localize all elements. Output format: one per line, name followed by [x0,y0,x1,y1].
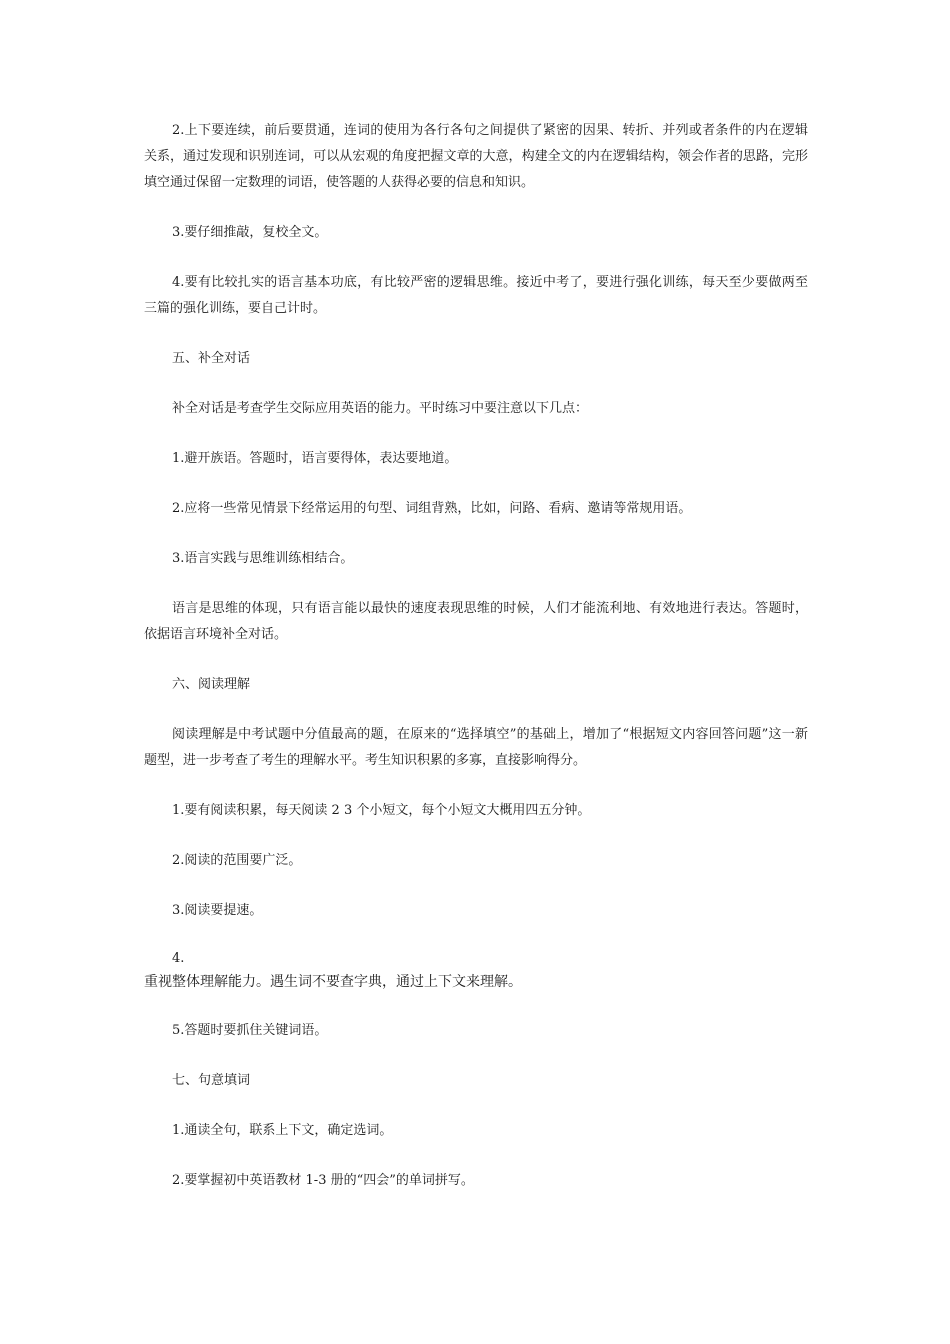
document-page [144,118,808,1218]
paragraph-reading-2: 2.阅读的范围要广泛。 [172,853,302,868]
paragraph-review: 3.要仔细推敲，复校全文。 [172,225,328,240]
section-heading-reading: 六、阅读理解 [172,677,251,692]
paragraph-dialogue-intro: 补全对话是考查学生交际应用英语的能力。平时练习中要注意以下几点： [172,401,589,416]
paragraph-dialogue-3: 3.语言实践与思维训练相结合。 [172,551,354,566]
paragraph-reading-3: 3.阅读要提速。 [172,903,263,918]
paragraph-dialogue-2: 2.应将一些常见情景下经常运用的句型、词组背熟，比如，问路、看病、邀请等常规用语。 [172,501,692,516]
paragraph-reading-intro: 阅读理解是中考试题中分值最高的题，在原来的“选择填空”的基础上，增加了“根据短文内容回答问题”这一新题型，进一步考查了考生的理解水平。考生知识积累的多寡，直接影响得分。 [144,727,808,768]
paragraph-fill-words-2: 2.要掌握初中英语教材 1-3 册的“四会”的单词拼写。 [172,1173,474,1188]
section-heading-dialogue: 五、补全对话 [172,351,251,366]
paragraph-reading-1: 1.要有阅读积累，每天阅读 2 3 个小短文，每个小短文大概用四五分钟。 [172,803,591,818]
paragraph-dialogue-1: 1.避开族语。答题时，语言要得体，表达要地道。 [172,451,458,466]
paragraph-reading-4 [144,948,808,994]
paragraph-reading-5: 5.答题时要抓住关键词语。 [172,1023,328,1038]
section-heading-fill-words: 七、句意填词 [172,1073,251,1088]
item-number: 4. [172,951,185,966]
paragraph-dialogue-summary: 语言是思维的体现，只有语言能以最快的速度表现思维的时候，人们才能流利地、有效地进行表达。答题时，依据语言环境补全对话。 [144,601,808,642]
paragraph-fill-words-1: 1.通读全句，联系上下文，确定选词。 [172,1123,393,1138]
item-text: 重视整体理解能力。遇生词不要查字典，通过上下文来理解。 [144,974,522,990]
paragraph-conjunctions: 2.上下要连续，前后要贯通，连词的使用为各行各句之间提供了紧密的因果、转折、并列或者条件的内在逻辑关系，通过发现和识别连词，可以从宏观的角度把握文章的大意，构建全文的内在逻辑结构，领会作者的思路，完形填空通过保留一定数理的词语，使答题的人获得必要的信息和知识。 [144,123,808,190]
paragraph-training: 4.要有比较扎实的语言基本功底，有比较严密的逻辑思维。接近中考了，要进行强化训练，每天至少要做两至三篇的强化训练，要自己计时。 [144,275,808,316]
